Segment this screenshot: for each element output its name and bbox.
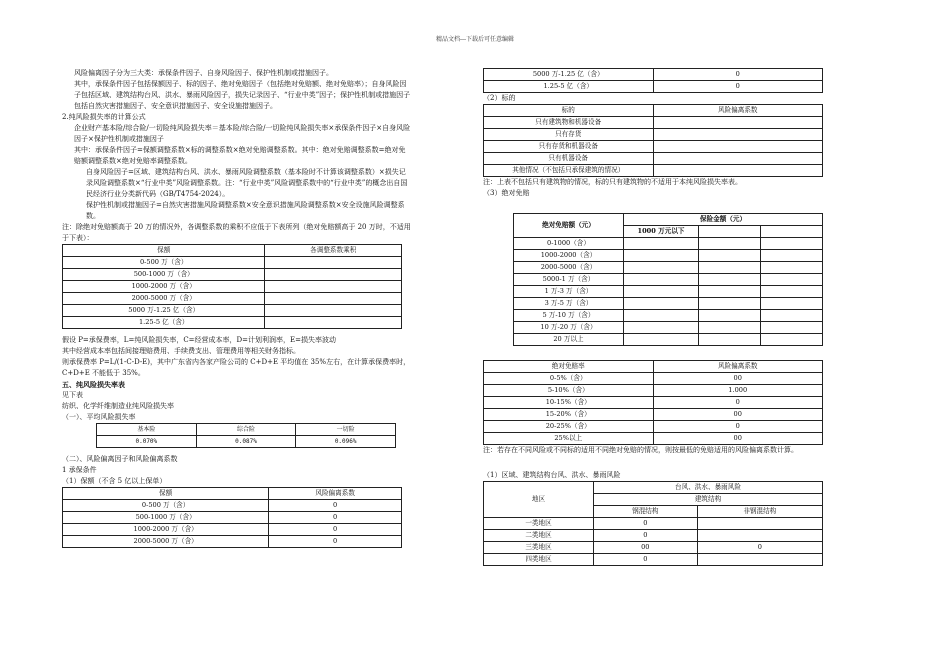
- table-row: [514, 298, 823, 310]
- table-row: [484, 409, 823, 421]
- table-cell: 0: [269, 500, 402, 512]
- table-cell: 15-20%（含）: [484, 409, 654, 421]
- table-header: 标的: [484, 105, 654, 117]
- table-cell: 只有建筑物和机器设备: [484, 117, 654, 129]
- formula-main: 企业财产基本险/综合险/一切险纯风险损失率＝基本险/综合险/一切险纯风险损失率×承保条件因子×自身风险因子×保护性机制或措施因子: [74, 124, 411, 143]
- table-cell: [265, 293, 402, 305]
- table-cell: [653, 129, 823, 141]
- table-cell: 只有机器设备: [484, 153, 654, 165]
- table-row: [484, 69, 823, 81]
- table-header: 建筑结构: [594, 494, 823, 506]
- table-header: 各调整系数乘积: [265, 245, 402, 257]
- table-cell: [624, 262, 699, 274]
- table-cell: [265, 317, 402, 329]
- page-header: 精品文档---下载后可任意编辑: [435, 36, 515, 43]
- table-cell: 1000-2000（含）: [514, 250, 624, 262]
- table-cell: [761, 286, 823, 298]
- table-cell: [265, 269, 402, 281]
- table-cell: [653, 141, 823, 153]
- table-row: [484, 153, 823, 165]
- table-cell: [624, 310, 699, 322]
- table-cell: 500-1000 万（含）: [63, 512, 269, 524]
- table-cell: 25%以上: [484, 433, 654, 445]
- note-min-product: 注：除绝对免赔额高于 20 万的情况外，各调整系数的乘积不应低于下表所列（绝对免赔额高于 20 万时，不适用于下表）：: [62, 223, 411, 242]
- table-row: [484, 117, 823, 129]
- table-row: [484, 165, 823, 177]
- see-below: 见下表: [62, 391, 83, 399]
- table-cell: 0: [653, 397, 823, 409]
- table-header: 钢混结构: [594, 506, 698, 518]
- table-header: 基本险: [97, 424, 197, 436]
- table-row: [484, 385, 823, 397]
- table-cell: 1.25-5 亿（含）: [63, 317, 265, 329]
- table-row: [63, 305, 402, 317]
- table-cell: 5-10%（含）: [484, 385, 654, 397]
- table-cell: [265, 281, 402, 293]
- table-cell: [699, 274, 761, 286]
- table-cell: [697, 518, 822, 530]
- table-cell: [697, 554, 822, 566]
- table-row: [514, 286, 823, 298]
- table-cell: 0: [653, 69, 823, 81]
- table-cell: [761, 274, 823, 286]
- table-cell: 20 万以上: [514, 334, 624, 346]
- table-cell: [699, 250, 761, 262]
- table-cell: [699, 334, 761, 346]
- table-row: [484, 373, 823, 385]
- table-cell: 0.070%: [97, 436, 197, 448]
- table-cell: 三类地区: [484, 542, 594, 554]
- table-cell: [761, 238, 823, 250]
- assumption-3: 则承保费率 P=L/(1-C-D-E)，其中广东省内各家产险公司的 C+D+E 平均值在 35%左右，在计算承保费率时，C+D+E 不能低于 35%。: [62, 358, 411, 377]
- table-cell: 1.000: [653, 385, 823, 397]
- table-cell: [699, 310, 761, 322]
- subsection-region: （1）区域、建筑结构台风、洪水、暴雨风险: [483, 471, 621, 479]
- table-row: [63, 281, 402, 293]
- subsection-deviation: （二）、风险偏离因子和风险偏离系数: [62, 455, 178, 463]
- table-cell: [697, 530, 822, 542]
- table-cell: 只有存货和机器设备: [484, 141, 654, 153]
- formula-self-risk: 自身风险因子=区域、建筑结构台风、洪水、暴雨风险调整系数（基本险时不计算该调整系数）×损失记录风险调整系数×“行业中类”风险调整系数。注：“行业中类”风险调整系数中的“行业中类”的概念出自国民经济行业分类新代码（GB/T4754-2024）。: [86, 168, 408, 198]
- table-cell: 四类地区: [484, 554, 594, 566]
- table-header: 保额: [63, 488, 269, 500]
- table-header: 一切险: [296, 424, 396, 436]
- table-row: [514, 250, 823, 262]
- table-cell: 0: [653, 421, 823, 433]
- table-row: [484, 530, 823, 542]
- table-header: 台风、洪水、暴雨风险: [594, 482, 823, 494]
- table-row: [514, 334, 823, 346]
- table-header: 绝对免赔率: [484, 361, 654, 373]
- table-cell: [699, 238, 761, 250]
- table-cell: 5000 万-1.25 亿（含）: [484, 69, 654, 81]
- table-header: 保额: [63, 245, 265, 257]
- table-header: 风险偏离系数: [269, 488, 402, 500]
- table-cell: 5000-1 万（含）: [514, 274, 624, 286]
- table-header: 保险金额（元）: [624, 214, 823, 226]
- table-header: 绝对免赔额（元）: [514, 214, 624, 238]
- table-cell: 3 万-5 万（含）: [514, 298, 624, 310]
- table-header: 综合险: [196, 424, 296, 436]
- assumption-1: 假设 P=承保费率，L=纯风险损失率，C=经营成本率，D=计划利润率，E=损失率波动: [62, 336, 336, 344]
- table-cell: [265, 257, 402, 269]
- table-header: 地区: [484, 482, 594, 518]
- table-cell: 2000-5000 万（含）: [63, 536, 269, 548]
- subsection-target: （2）标的: [483, 94, 516, 102]
- region-table: [483, 481, 823, 566]
- table-cell: 只有存货: [484, 129, 654, 141]
- table-row: [484, 433, 823, 445]
- table-cell: [761, 250, 823, 262]
- section-heading-table: 五、纯风险损失率表: [62, 380, 125, 389]
- table-cell: 0: [594, 518, 698, 530]
- table-cell: [653, 165, 823, 177]
- min-product-table: [62, 244, 402, 329]
- table-cell: 0-1000（含）: [514, 238, 624, 250]
- formula-protection: 保护性机制或措施因子=自然灾害措施风险调整系数×安全意识措施风险调整系数×安全设施风险调整系数。: [86, 201, 405, 220]
- table-cell: 一类地区: [484, 518, 594, 530]
- industry-title: 纺织、化学纤维制造业纯风险损失率: [62, 402, 174, 410]
- note-target: 注：上表不包括只有建筑物的情况，标的只有建筑物的不适用于本纯风险损失率表。: [483, 178, 742, 186]
- table-cell: [699, 298, 761, 310]
- table-row: [484, 554, 823, 566]
- assumption-2: 其中经营成本率包括间接理赔费用、手续费支出、管理费用等相关财务指标。: [62, 347, 300, 355]
- table-row: [63, 524, 402, 536]
- target-table: [483, 104, 823, 177]
- table-cell: [624, 334, 699, 346]
- table-row: [514, 310, 823, 322]
- table-cell: [699, 286, 761, 298]
- table-cell: [624, 322, 699, 334]
- table-cell: 0: [653, 81, 823, 93]
- table-row: [484, 81, 823, 93]
- table-header: [761, 226, 823, 238]
- table-cell: [699, 262, 761, 274]
- subsection-amount: （1）保额（不含 5 亿以上保单）: [62, 477, 167, 485]
- table-cell: 0: [269, 524, 402, 536]
- table-row: [514, 322, 823, 334]
- table-cell: [653, 153, 823, 165]
- table-cell: 0.087%: [196, 436, 296, 448]
- subsection-average: （一）、平均风险损失率: [62, 413, 136, 421]
- table-cell: 1000-2000 万（含）: [63, 524, 269, 536]
- table-row: [484, 421, 823, 433]
- table-cell: [624, 274, 699, 286]
- table-row: [484, 141, 823, 153]
- table-cell: [624, 250, 699, 262]
- table-header: 风险偏离系数: [653, 361, 823, 373]
- table-cell: [761, 310, 823, 322]
- table-row: [63, 536, 402, 548]
- table-cell: [699, 322, 761, 334]
- table-header: 非钢混结构: [697, 506, 822, 518]
- table-row: [63, 293, 402, 305]
- table-cell: 10-15%（含）: [484, 397, 654, 409]
- table-row: [514, 238, 823, 250]
- table-cell: 1 万-3 万（含）: [514, 286, 624, 298]
- table-row: [63, 500, 402, 512]
- table-cell: [624, 298, 699, 310]
- table-row: [63, 269, 402, 281]
- table-cell: 0: [594, 554, 698, 566]
- table-cell: [624, 286, 699, 298]
- table-cell: 5000 万-1.25 亿（含）: [63, 305, 265, 317]
- table-cell: 2000-5000（含）: [514, 262, 624, 274]
- table-row: [514, 262, 823, 274]
- table-cell: 00: [653, 409, 823, 421]
- formula-underwriting: 其中：承保条件因子=保额调整系数×标的调整系数×绝对免赔调整系数。其中：绝对免赔调整系数=绝对免赔额调整系数×绝对免赔率调整系数。: [74, 146, 406, 165]
- right-column: [483, 68, 833, 566]
- table-cell: [265, 305, 402, 317]
- table-row: [63, 512, 402, 524]
- table-header: [699, 226, 761, 238]
- left-column: [62, 68, 412, 548]
- table-cell: 00: [594, 542, 698, 554]
- table-cell: [761, 262, 823, 274]
- table-cell: 1000-2000 万（含）: [63, 281, 265, 293]
- table-cell: 00: [653, 433, 823, 445]
- table-row: [63, 317, 402, 329]
- average-loss-table: [96, 423, 396, 448]
- table-cell: 500-1000 万（含）: [63, 269, 265, 281]
- table-cell: [761, 298, 823, 310]
- section-heading-formula: 2.纯风险损失率的计算公式: [62, 113, 146, 121]
- table-cell: 5 万-10 万（含）: [514, 310, 624, 322]
- table-cell: 0-5%（含）: [484, 373, 654, 385]
- intro-paragraph: 风险偏离因子分为三大类：承保条件因子、自身风险因子、保护性机制或措施因子。: [74, 69, 333, 77]
- table-row: [484, 518, 823, 530]
- table-row: [484, 129, 823, 141]
- deductible-rate-table: [483, 360, 823, 445]
- table-cell: 0: [594, 530, 698, 542]
- table-row: [514, 274, 823, 286]
- table-cell: 其他情况（不包括只承保建筑的情况）: [484, 165, 654, 177]
- table-cell: [624, 238, 699, 250]
- subsection-deductible: （3）绝对免赔: [483, 189, 530, 197]
- table-cell: 0: [697, 542, 822, 554]
- table-row: [484, 397, 823, 409]
- table-cell: 1.25-5 亿（含）: [484, 81, 654, 93]
- table-row: [97, 436, 396, 448]
- table-cell: 00: [653, 373, 823, 385]
- table-cell: 0-500 万（含）: [63, 257, 265, 269]
- table-row: [63, 257, 402, 269]
- intro-paragraph-2: 其中，承保条件因子包括保额因子、标的因子、绝对免赔因子（包括绝对免赔额、绝对免赔率）；自身风险因子包括区域、建筑结构台风、洪水、暴雨风险因子，损失记录因子、“行业中类”因子；保护性机制或措施因子包括自然灾害措施因子、安全意识措施因子、安全设施措施因子。: [74, 80, 411, 110]
- table-cell: 2000-5000 万（含）: [63, 293, 265, 305]
- table-header: 1000 万元以下: [624, 226, 699, 238]
- table-cell: 二类地区: [484, 530, 594, 542]
- table-cell: [761, 322, 823, 334]
- table-cell: 0-500 万（含）: [63, 500, 269, 512]
- table-cell: 0.096%: [296, 436, 396, 448]
- table-cell: 20-25%（含）: [484, 421, 654, 433]
- amount-table: [62, 487, 402, 548]
- subsection-underwriting: 1 承保条件: [62, 466, 97, 474]
- table-header: 风险偏离系数: [653, 105, 823, 117]
- table-cell: 0: [269, 512, 402, 524]
- table-cell: 10 万-20 万（含）: [514, 322, 624, 334]
- table-cell: 0: [269, 536, 402, 548]
- amount-table-continued: [483, 68, 823, 93]
- table-cell: [653, 117, 823, 129]
- table-row: [484, 542, 823, 554]
- deductible-amount-table: [513, 213, 823, 346]
- note-deductible: 注：若存在不同风险或不同标的适用不同绝对免赔的情况，则按最低的免赔适用的风险偏离系数计算。: [483, 446, 798, 454]
- table-cell: [761, 334, 823, 346]
